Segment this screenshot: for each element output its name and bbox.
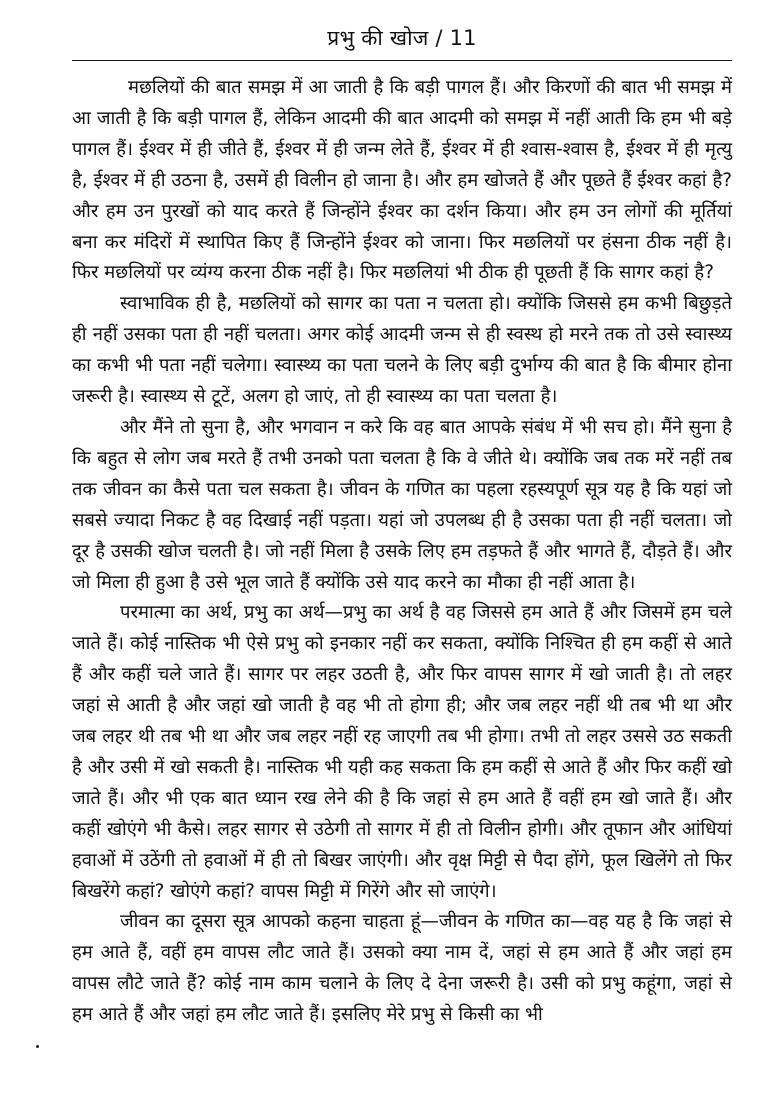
paragraph: मछलियों की बात समझ में आ जाती है कि बड़ी पागल हैं। और किरणों की बात भी समझ में आ जाती है कि बड़ी पागल हैं, लेकिन आदमी की बात आदमी को समझ में नहीं आती कि हम भी बड़े पागल हैं। ईश्वर में ही जीते हैं, ईश्वर में ही जन्म लेते हैं, ईश्वर में ही श्वास-श्वास है, ईश्वर में ही मृत्यु है, ईश्वर में ही उठना है, उसमें ही विलीन हो जाना है। और हम खोजते हैं और पूछते हैं ईश्वर कहां है? और हम उन पुरखों को याद करते हैं जिन्होंने ईश्वर का दर्शन किया। और हम उन लोगों की मूर्तियां बना कर मंदिरों में स्थापित किए हैं जिन्होंने ईश्वर को जाना। फिर मछलियों पर हंसना ठीक नहीं है। फिर मछलियों पर व्यंग्य करना ठीक नहीं है। फिर मछलियां भी ठीक ही पूछती हैं कि सागर कहां है? <box>72 77 732 284</box>
paragraph: जीवन का दूसरा सूत्र आपको कहना चाहता हूं—जीवन के गणित का—वह यह है कि जहां से हम आते हैं, वहीं हम वापस लौट जाते हैं। उसको क्या नाम दें, जहां से हम आते हैं और जहां हम वापस लौटे जाते हैं? कोई नाम काम चलाने के लिए दे देना जरूरी है। उसी को प्रभु कहूंगा, जहां से हम आते हैं और जहां हम लौट जाते हैं। इसलिए मेरे प्रभु से किसी का भी <box>72 911 732 1026</box>
header-separator: / <box>428 26 450 50</box>
header-rule <box>72 60 732 61</box>
paragraph: और मैंने तो सुना है, और भगवान न करे कि वह बात आपके संबंध में भी सच हो। मैंने सुना है कि बहुत से लोग जब मरते हैं तभी उनको पता चलता है कि वे जीते थे। क्योंकि जब तक मरें नहीं तब तक जीवन का कैसे पता चल सकता है। जीवन के गणित का पहला रहस्यपूर्ण सूत्र यह है कि यहां जो सबसे ज्यादा निकट है वह दिखाई नहीं पड़ता। यहां जो उपलब्ध ही है उसका पता ही नहीं चलता। जो दूर है उसकी खोज चलती है। जो नहीं मिला है उसके लिए हम तड़फते हैं और भागते हैं, दौड़ते हैं। और जो मिला ही हुआ है उसे भूल जाते हैं क्योंकि उसे याद करने का मौका ही नहीं आता है। <box>72 416 732 593</box>
paragraph: स्वाभाविक ही है, मछलियों को सागर का पता न चलता हो। क्योंकि जिससे हम कभी बिछुड़ते ही नहीं उसका पता ही नहीं चलता। अगर कोई आदमी जन्म से ही स्वस्थ हो मरने तक तो उसे स्वास्थ्य का कभी भी पता नहीं चलेगा। स्वास्थ्य का पता चलने के लिए बड़ी दुर्भाग्य की बात है कि बीमार होना जरूरी है। स्वास्थ्य से टूटें, अलग हो जाएं, तो ही स्वास्थ्य का पता चलता है। <box>72 293 732 408</box>
paragraph: परमात्मा का अर्थ, प्रभु का अर्थ—प्रभु का अर्थ है वह जिससे हम आते हैं और जिसमें हम चले जाते हैं। कोई नास्तिक भी ऐसे प्रभु को इनकार नहीं कर सकता, क्योंकि निश्चित ही हम कहीं से आते हैं और कहीं चले जाते हैं। सागर पर लहर उठती है, और फिर वापस सागर में खो जाती है। तो लहर जहां से आती है और जहां खो जाती है वह भी तो होगा ही; और जब लहर नहीं थी तब भी था और जब लहर थी तब भी था और जब लहर नहीं रह जाएगी तब भी होगा। तभी तो लहर उससे उठ सकती है और उसी में खो सकती है। नास्तिक भी यही कह सकता कि हम कहीं से आते हैं और फिर कहीं खो जाते हैं। और भी एक बात ध्यान रख लेने की है कि जहां से हम आते हैं वहीं हम खो जाते हैं। और कहीं खोएंगे भी कैसे। लहर सागर से उठेगी तो सागर में ही तो विलीन होगी। और तूफान और आंधियां हवाओं में उठेंगी तो हवाओं में ही तो बिखर जाएंगी। और वृक्ष मिट्टी से पैदा होंगे, फूल खिलेंगे तो फिर बिखरेंगे कहां? खोएंगे कहां? वापस मिट्टी में गिरेंगे और सो जाएंगे। <box>72 602 732 902</box>
body-text <box>72 73 732 1031</box>
book-title: प्रभु की खोज <box>327 26 429 50</box>
print-speck <box>36 1045 39 1048</box>
page-number: 11 <box>449 26 477 50</box>
running-header <box>72 24 732 52</box>
